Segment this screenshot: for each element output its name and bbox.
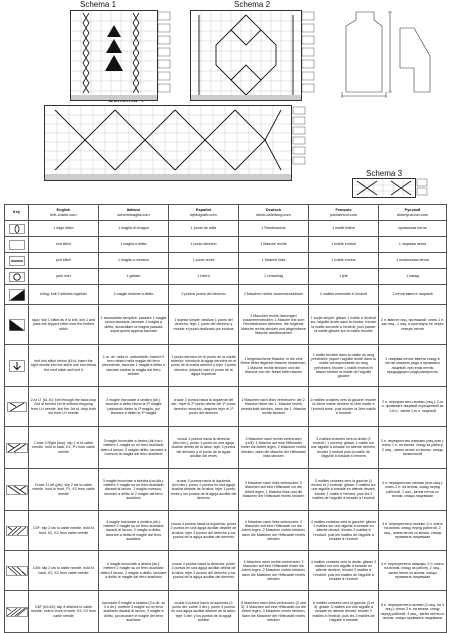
table-row: C4F: slip 2 sts to cable needle, hold to front, K2, K2 from cable needle 4 maglie incrociate a sinistra (dir.): mettere 2 maglie su un ferro ausiliario davanti al lavoro, 2 maglie a diritto, lavorare a diritto le maglie dal ferro ausiliario cruzar 4 puntos hacia la izquierda: poner 2 puntos en una aguja auxiliar delante de la labor, tejer 2 puntos del derecho y los puntos de la aguja auxiliar del derecho 4 Maschen nach links verkreuzen: 2 Maschen auf eine Hilfsnadel vor die Arbeit legen, 2 Maschen rechts stricken, dann die Maschen der Hilfsnadel rechts stricken 4 mailles croisées vers la gauche: glisser 2 mailles sur une aiguille à torsade en attente devant, tricoter 2 mailles à l'endroit, puis les mailles de l'aiguille à torsade à l'endroit 4 п. перекрестить налево: 2 п. снять на вспом. спицу перед работой, 2 лиц., затем петли со вспом. спицы провязать лицевыми [5,511,447,551]
cross-2-left-icon [7,402,27,412]
schema-3-chart [352,178,416,198]
table-row: Cross 3 Right (dcp): slip 1 st to cable needle, hold to back, K2, P1 from cable needle 3 maglie incrociate a destra (dir./rov.): mettere 1 maglia su un ferro ausiliario dietro il lavoro, 2 maglie diritto, lavorare a rovescio la maglia dal ferro ausiliario cruzar 3 puntos hacia la derecha (der./rev.): poner 1 punto en una aguja auxiliar detrás de la labor, tejer 2 puntos del derecho y el punto de la aguja auxiliar del revés 3 Maschen nach rechts verkreuzen (re/li): 1 Masche auf eine Hilfsnadel hinter die Arbeit legen, 2 Maschen rechts stricken, dann die Masche der Hilfsnadel links stricken 3 mailles croisées vers la droite (2 endroit / 1 envers): glisser 1 maille sur une aiguille à torsade en attente derrière, tricoter 2 endroit puis la maille de l'aiguille à torsade à l'envers 3 п. перекрестить направо (лиц./изн.): снять 1 п. на вспом. спицу за работу, 2 лиц., затем петлю со вспом. спицы изнаночной [5,427,447,469]
table-row: k2tog: knit 2 stitches together 2 maglie insieme a diritto 2 puntos juntos del derecho 2 Maschen rechts zusammenstricken 2 mailles ensemble à l'endroit 2 петли вместе лицевой [5,285,447,305]
yarn-over-symbol [5,269,29,285]
garment-schematic [334,8,442,100]
skpo-icon [9,319,25,331]
cross-3-left-icon [6,485,28,495]
edge-stitch-icon [9,224,25,234]
schema-1-chart [70,10,158,101]
cable-4-front-icon [6,526,28,536]
cable-4-back-icon [6,566,28,576]
table-row: knit into stitch below (k1b): insert the right needle into the stitch one row below the next stitch and knit it 1 m. dir. nella m. sottostante: inserire il ferro destro nella maglia del ferro precedente, lavorare 1 maglia a diritto e lasciare cadere la maglia dal ferro sinistro 1 punto derecho en el punto de la vuelta anterior: introducir la aguja derecha en el punto de la vuelta anterior y tejer 1 punto derecho, dejando caer el punto de la aguja izquierda 1 tiefgestochene Masche: in die eine Reihe tiefer liegende Masche einstechen, 1 Masche rechts stricken und die Masche von der Nadel fallen lassen 1 maille tricotée dans la maille du rang précédent: piquer l'aiguille droite dans la maille correspondante du rang précédent, tricoter 1 maille endroit et laisser tomber la maille de l'aiguille gauche 1 лицевая петля: ввести спицу в петлю нижнего ряда и провязать лицевой, при этом петлю предыдущего ряда распустить [5,345,447,387]
cross-3-right-symbol [5,427,29,469]
schema-3-row-numbers [416,178,428,196]
header-key: Key [5,205,29,221]
purl-stitch-symbol [5,253,29,269]
schema-4-row-numbers [292,105,306,179]
knit-below-symbol [5,345,29,387]
schema-3-title: Schema 3 [366,169,403,178]
legend-header-row [5,205,447,221]
cable-6-front-icon [6,607,28,617]
schema-1-title: Schema 1 [80,0,117,9]
schema-2-row-numbers [301,10,315,99]
header-russian: Русский shemyuzorov.com [379,205,447,221]
header-deutsch: Deutsch strick-anleitung.com [239,205,309,221]
table-row: C4B: slip 2 sts to cable needle, hold to back, K2, K2 from cable needle 4 maglie incrociate a destra (dir.): mettere 2 maglie su un ferro ausiliario dietro il lavoro, 2 maglie a diritto, lavorare a diritto le maglie dal ferro ausiliario cruzar 4 puntos hacia la derecha: poner 2 puntos en una aguja auxiliar detrás de la labor, tejer 2 puntos del derecho y los puntos de la aguja auxiliar del derecho 4 Maschen nach rechts verkreuzen: 2 Maschen auf eine Hilfsnadel hinter die Arbeit legen, 2 Maschen rechts stricken, dann die Maschen der Hilfsnadel rechts stricken 4 mailles croisées vers la droite: glisser 2 mailles sur une aiguille à torsade en attente derrière, tricoter 2 mailles à l'endroit, puis les mailles de l'aiguille à torsade à l'endroit 4 п. перекрестить направо: 2 п. снять на вспом. спицу за работу, 2 лиц., затем петли со вспом. спицы провязать лицевыми [5,551,447,591]
table-row: skpo: slip 1 stitch as if to knit, knit 1 and pass the slipped stitch over the knitted stitch 1 accavallato semplice: passare 1 maglia senza lavorarla, lavorare 1 maglia a diritto, accavallare la maglia passata sopra quella appena lavorata 1 sujetar simple: deslizar 1 punto del derecho, tejer 1 punto del derecho y montar el punto deslizado por encima 2 Maschen rechts überzogen zusammenstricken: 1 Masche wie zum Rechtsstricken abheben, die folgende Masche rechts stricken und abgehobene Masche darüberziehen 1 surjet simple: glisser 1 maille à l'endroit sur l'aiguille droite sans la tricoter, tricoter la maille suivante à l'endroit, puis passer la maille glissée sur la maille tricotée 2 п. вместе лиц. протяжкой: снять 1 п. как лиц., 1 лиц. и протянуть ее через снятую петлю [5,305,447,345]
table-row: 1 edge stitch 1 maglia di vivagno 1 punto de orilla 1 Randmasche 1 maille lisière кромочная петля [5,221,447,237]
schema-2-title: Schema 2 [234,0,271,9]
cross-2-left-symbol [5,387,29,427]
c4b-symbol [5,551,29,591]
edge-stitch-symbol [5,221,29,237]
c4f-symbol [5,511,29,551]
table-row: Cross 3 Left (pfc): slip 2 sts to cable needle, hold to front, P1, K2 from cable needle 3 maglie incrociate a sinistra (rov./dir.): mettere 2 maglie su un ferro ausiliario davanti al lavoro, 1 maglia rovescio, lavorare a diritto le 2 maglie dal ferro ausiliario cruzar 3 puntos hacia la izquierda (rev./der.): poner 2 puntos en una aguja auxiliar delante de la labor, tejer 1 punto revés y los puntos de la aguja auxiliar del derecho 3 Maschen nach links verkreuzen: 2 Maschen auf eine Hilfsnadel vor die Arbeit legen, 1 Masche links und die Maschen der Hilfsnadel rechts stricken 3 mailles croisées vers la gauche (1 envers et 2 endroit): glisser 2 mailles sur une aiguille à torsade en attente devant, tricoter 1 maille à l'envers, puis les 2 mailles de l'aiguille à torsade à l'endroit 3 п. перекрестить налево (изн./лиц.): снять 2 п. на вспом. спицу перед работой, 1 изн., затем петли со вспом. спицы лицевыми [5,469,447,511]
cross-3-right-icon [6,443,28,453]
cross-3-left-symbol [5,469,29,511]
schema-2-chart [190,10,302,101]
header-espanol: Español tejidografo.com [169,205,239,221]
chart-area [0,0,450,203]
purl-stitch-icon [9,256,25,266]
table-row: purl stitch 1 maglia a rovescio 1 punto revés 1 Masche links 1 maille envers 1 изнаночная петля [5,253,447,269]
arrow-down-icon [9,360,25,372]
schema-4-chart [44,105,292,181]
schema-1-row-numbers [157,10,171,99]
skpo-symbol [5,305,29,345]
yarn-over-icon [9,272,25,282]
table-row: C6F (k3=k3): slip 3 stitches to cable needle, hold in front of work, K3, K3 from cable needle incrociare 6 maglie a sinistra (3 a dir. su 3 a dir.): mettere 3 maglie su un ferro ausiliario davanti al lavoro, 3 maglie a diritto, poi lavorare le maglie del ferro ausiliario cruzar 6 puntos hacia la izquierda (3 punto der. sobre 3 der.): poner 3 puntos en una aguja auxiliar delante de la labor, tejer 3 der. y los puntos de la aguja auxiliar 6 Maschen nach links verkreuzen (3 und 3): 3 Maschen auf eine Hilfsnadel vor die Arbeit legen, 3 Maschen rechts stricken, dann die Maschen der Hilfsnadel rechts stricken 6 mailles croisées vers la gauche (3 et 3): glisser 3 mailles sur une aiguille à torsade en attente devant, tricoter 3 mailles à l'endroit, puis les 3 mailles de l'aiguille à torsade 6 п. перекрестить налево (3 лиц. на 3 лиц.): снять 3 п. на вспом. спицу перед работой, 3 лиц., затем петли со вспом. спицы провязать лицевыми [5,591,447,633]
table-row: 2-st LT (k1-f1): knit through the back loop 2nd st behind 1st st without dropping from LH needle, knit the 1st st, drop both sts from LH needle 2 maglie incrociate a sinistra (dir.): lavorare a diritto ritorto la 2ª maglia passando dietro la 1ª maglia, poi lavorare a diritto la 1ª maglia cruzar 2 puntos hacia la izquierda del der.: tejer el 2º punto detrás del 1º punto derecho retorcido, después tejer el 1º punto del derecho 2 Maschen nach links verkreuzen: die 2. Masche hinter der 1. Masche rechts verschränkt stricken, dann die 1. Masche rechts stricken 2 mailles croisées vers la gauche: tricoter la 2ème maille derrière la 1ère maille à l'endroit torse, puis tricoter la 1ère maille à l'endroit 2 п. перекрестить налево (лиц.): 2-ю п. провязать лицевой скрещенной за 1-й п., затем 1-ю п. лицевой [5,387,447,427]
header-italiano: Italiano schemimaglia.com [99,205,169,221]
k2tog-icon [9,289,25,301]
table-row: knit stitch 1 maglia a diritto 1 punto derecho 1 Masche rechts 1 maille endroit 1 лицевая петля [5,237,447,253]
table-row: yarn over 1 gettato 1 hebra 1 Umschlag 1 jeté 1 накид [5,269,447,285]
header-english: English knit-charts.com [29,205,99,221]
k2tog-symbol [5,285,29,305]
stitch-legend-table [4,204,447,633]
knit-stitch-icon [9,240,25,250]
c6f-symbol [5,591,29,633]
header-francais: Français pointstricot.com [309,205,379,221]
knit-stitch-symbol [5,237,29,253]
